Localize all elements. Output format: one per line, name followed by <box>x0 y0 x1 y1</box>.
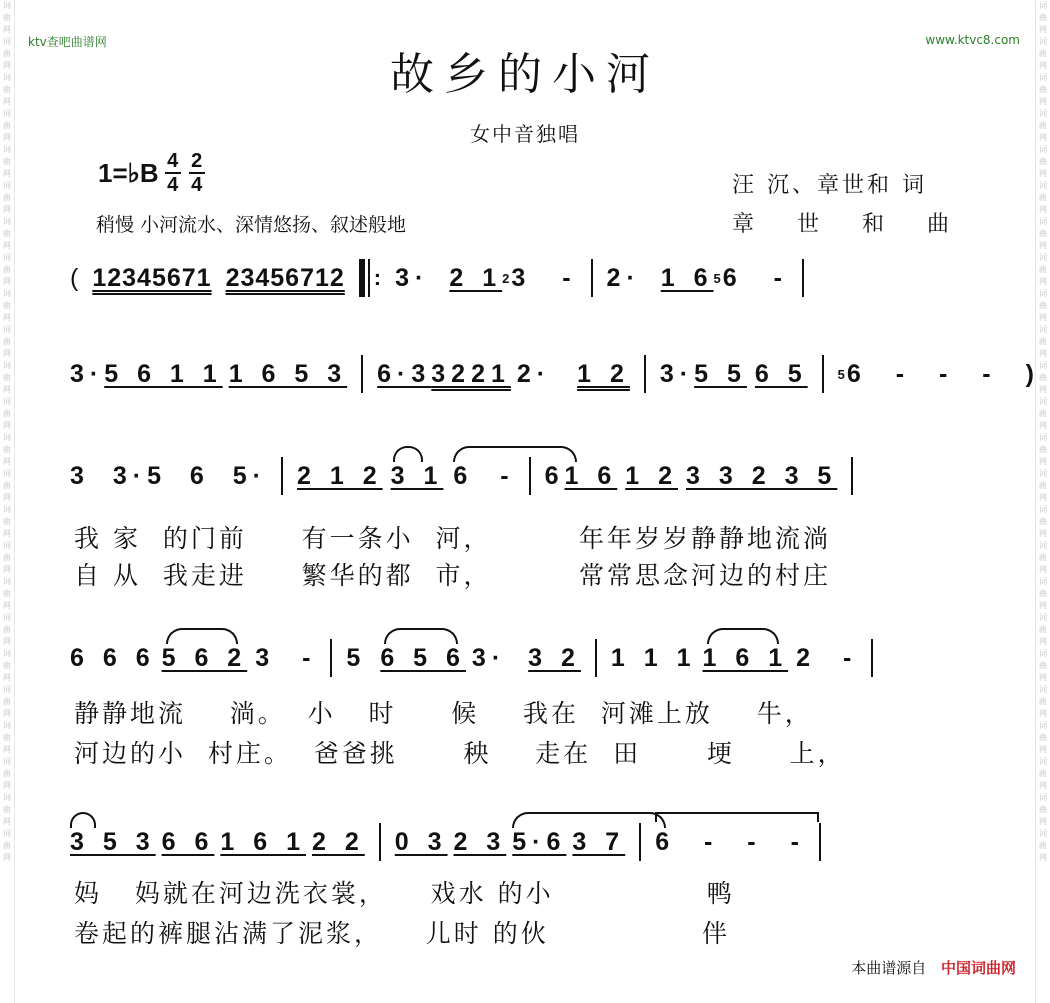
intro-run-1: 12345671 <box>92 263 212 292</box>
fermata <box>70 812 96 828</box>
bar-line <box>819 823 821 861</box>
composer-credit: 章 世 和 曲 <box>732 212 952 237</box>
decrescendo-mark <box>655 812 819 822</box>
bar-line <box>379 823 381 861</box>
note-group: 3 7 <box>572 827 626 856</box>
bar-line <box>871 639 873 677</box>
note-text: 5 6 2 <box>161 643 248 672</box>
note <box>453 462 514 491</box>
note-group <box>703 644 789 673</box>
note-text: 6 5 6 <box>380 643 466 672</box>
lyricist-credit: 汪 沉、章世和 词 <box>732 173 927 198</box>
note-group: 1 6 5 3 <box>228 359 348 388</box>
fermata <box>393 446 423 462</box>
lyrics-line-5-verse-2: 卷起的裤腿沾满了泥浆， 儿时 的伙 伴 <box>74 919 730 948</box>
note-group: 2 3 <box>453 827 507 856</box>
slur-arc <box>384 628 458 644</box>
note-group: 2 1 <box>449 263 503 292</box>
note-group: 0 3 <box>394 827 448 856</box>
meter-top: 2 <box>191 150 203 172</box>
bar-line <box>639 823 641 861</box>
note: 3· <box>395 263 430 292</box>
bar-line <box>361 355 363 393</box>
note-text: 3 1 <box>390 461 444 490</box>
note-text: 5·6 <box>512 827 567 856</box>
left-watermark-strip: 词曲网词曲网词曲网词曲网词曲网词曲网词曲网词曲网词曲网词曲网词曲网词曲网词曲网词曲网词曲网词曲网词曲网词曲网词曲网词曲网词曲网词曲网词曲网词曲网 <box>0 0 15 1003</box>
score-line-3 <box>70 446 980 506</box>
bar-line <box>591 259 593 297</box>
note-group <box>70 828 156 857</box>
lyrics-line-4-verse-2: 河边的小 村庄。 爸爸挑 秧 走在 田 埂 上， <box>74 739 846 768</box>
note-group <box>512 828 566 857</box>
note-group: 6 6 <box>161 827 215 856</box>
note-group: 1 6 1 <box>220 827 306 856</box>
bar-line <box>644 355 646 393</box>
time-signatures <box>165 151 213 195</box>
slur-arc <box>707 628 779 644</box>
grace-note: 5 <box>837 366 845 382</box>
note-group: 3 3 2 3 5 <box>686 461 838 490</box>
note-text: 1 6 1 <box>702 643 789 672</box>
footer-source-text: 本曲谱源自 <box>851 959 927 977</box>
note-group: 3 2 <box>528 643 581 672</box>
note: 6 - <box>722 263 788 292</box>
note: 3· <box>659 359 695 388</box>
note-group: 3221 <box>431 359 511 388</box>
time-signature-1 <box>165 151 181 195</box>
bar-line <box>330 639 332 677</box>
open-paren: ( <box>70 263 85 292</box>
bar-line <box>802 259 804 297</box>
bar-line <box>281 457 283 495</box>
song-subtitle: 女中音独唱 <box>470 122 580 146</box>
key-text: 1=♭B <box>98 157 159 188</box>
note-group: 2 2 <box>311 827 365 856</box>
note: 6 <box>544 461 565 490</box>
lyrics-line-4-verse-1: 静静地流 淌。 小 时 候 我在 河滩上放 牛， <box>74 699 813 728</box>
note-text: 6 - - - <box>655 827 805 856</box>
site-url: www.ktvc8.com <box>925 33 1020 47</box>
tie-arc <box>512 812 666 828</box>
note-text: 3 5 3 <box>70 827 156 856</box>
note: 2· <box>606 263 641 292</box>
tie-arc <box>453 446 577 462</box>
note-group: 5 6 1 1 <box>104 359 223 388</box>
song-title: 故乡的小河 <box>390 49 660 100</box>
note: 2 - <box>796 643 858 672</box>
note: 3· <box>471 643 507 672</box>
bar-line <box>851 457 853 495</box>
score-line-5 <box>70 812 980 872</box>
meter-bottom: 4 <box>191 174 203 196</box>
score-line-2 <box>70 344 1040 404</box>
note: 5 <box>346 643 367 672</box>
meter-bottom: 4 <box>167 174 179 196</box>
note-group: 5 5 <box>694 359 747 388</box>
note <box>655 828 805 857</box>
right-watermark-strip: 词曲网词曲网词曲网词曲网词曲网词曲网词曲网词曲网词曲网词曲网词曲网词曲网词曲网词曲网词曲网词曲网词曲网词曲网词曲网词曲网词曲网词曲网词曲网词曲网 <box>1035 0 1050 1003</box>
footer-brand-link[interactable]: 中国词曲网 <box>940 959 1016 977</box>
note: 3· <box>70 359 105 388</box>
lyrics-line-5-verse-1: 妈 妈就在河边洗衣裳， 戏水 的小 鸭 <box>74 879 735 908</box>
note-group: 1 6 <box>660 263 714 292</box>
meter-top: 4 <box>167 150 179 172</box>
note-text: 6 - <box>453 461 515 490</box>
note: 1 1 1 <box>610 643 697 672</box>
bar-line <box>595 639 597 677</box>
site-name: ktv查吧曲谱网 <box>28 35 107 49</box>
note-group: 2 1 2 <box>297 461 383 490</box>
lyrics-line-3-verse-1: 我 家 的门前 有一条小 河， 年年岁岁静静地流淌 <box>74 524 832 553</box>
note-group <box>162 644 248 673</box>
intro-run-2: 23456712 <box>225 263 345 292</box>
key-signature <box>98 150 213 196</box>
tempo-marking: 稍慢 小河流水、深情悠扬、叙述般地 <box>96 214 407 236</box>
note-group: 1 6 <box>564 461 618 490</box>
note-group: 1 2 <box>625 461 679 490</box>
note: 3 - <box>511 263 577 292</box>
bar-line <box>529 457 531 495</box>
note: 6 6 6 <box>70 643 156 672</box>
slur-arc <box>166 628 238 644</box>
lyrics-line-3-verse-2: 自 从 我走进 繁华的都 市， 常常思念河边的村庄 <box>74 561 832 590</box>
footer-credit <box>851 957 1016 978</box>
time-signature-2 <box>189 151 205 195</box>
grace-note: 5 <box>713 270 721 286</box>
note: 3 - <box>255 643 317 672</box>
note: 6 - - - ) <box>846 359 1040 388</box>
note-group <box>380 644 466 673</box>
repeat-start-sign: : <box>359 259 381 297</box>
note-group: 1 2 <box>577 359 630 388</box>
note: 3 3·5 6 5· <box>70 461 268 490</box>
note: 2· <box>516 359 552 388</box>
score-line-4 <box>70 628 980 688</box>
grace-note: 2 <box>502 270 510 286</box>
score-line-1 <box>70 248 980 308</box>
note-group <box>391 462 444 491</box>
bar-line <box>822 355 824 393</box>
note-group: 6 5 <box>754 359 808 388</box>
note-group: 6·3 <box>377 359 432 388</box>
